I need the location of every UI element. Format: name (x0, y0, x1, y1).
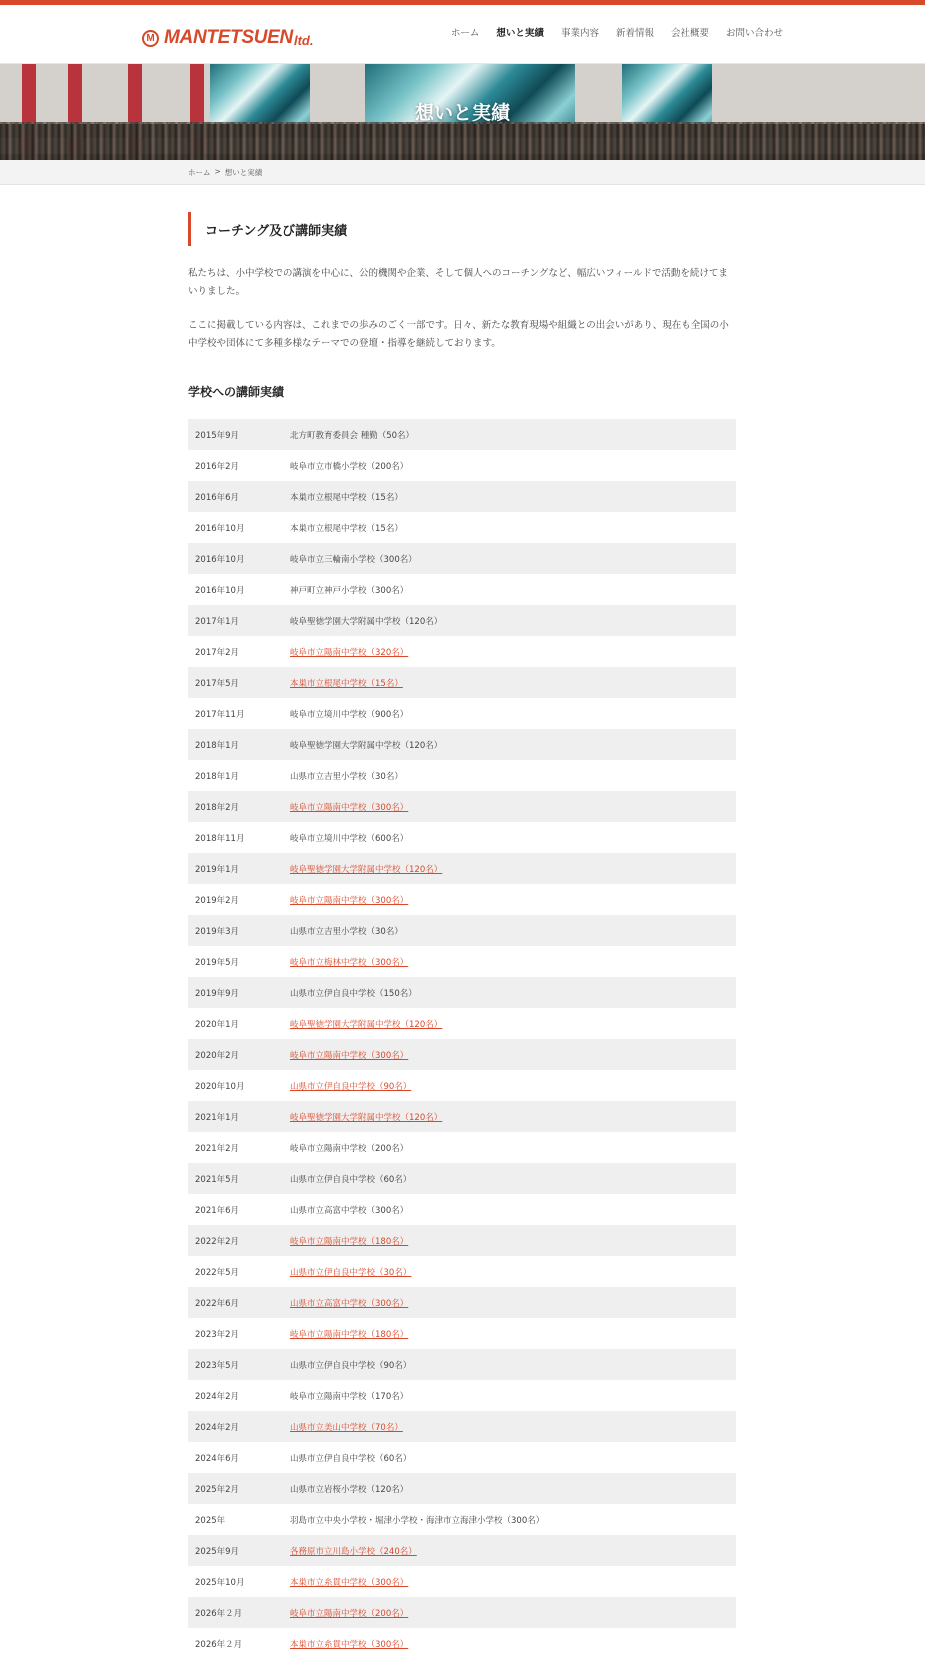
record-school: 神戸町立神戸小学校（300名） (290, 585, 409, 596)
record-date: 2019年1月 (195, 864, 240, 875)
table-row (188, 1318, 736, 1349)
record-date: 2025年2月 (195, 1484, 240, 1495)
record-school: 岐阜市立陽南中学校（170名） (290, 1391, 409, 1402)
record-date: 2024年2月 (195, 1422, 240, 1433)
record-date: 2016年10月 (195, 523, 245, 534)
record-date: 2023年2月 (195, 1329, 240, 1340)
record-date: 2018年11月 (195, 833, 245, 844)
record-school-link[interactable]: 山県市立伊自良中学校（30名） (290, 1267, 412, 1278)
breadcrumb-home[interactable]: ホーム (188, 168, 211, 177)
table-row (188, 636, 736, 667)
table-row (188, 760, 736, 791)
record-school: 山県市立伊自良中学校（90名） (290, 1360, 412, 1371)
table-row (188, 1008, 736, 1039)
record-school-link[interactable]: 岐阜聖徳学園大学附属中学校（120名） (290, 1112, 443, 1123)
table-row (188, 729, 736, 760)
record-date: 2026年２月 (195, 1639, 243, 1650)
record-school: 山県市立吉里小学校（30名） (290, 771, 403, 782)
record-school: 山県市立岩桜小学校（120名） (290, 1484, 409, 1495)
table-row (188, 977, 736, 1008)
school-records-table (188, 419, 736, 1659)
record-school-link[interactable]: 岐阜市立陽南中学校（180名） (290, 1236, 409, 1247)
record-date: 2018年1月 (195, 771, 240, 782)
record-school-link[interactable]: 山県市立美山中学校（70名） (290, 1422, 403, 1433)
record-date: 2020年2月 (195, 1050, 240, 1061)
table-row (188, 1473, 736, 1504)
table-row (188, 1566, 736, 1597)
record-date: 2026年２月 (195, 1608, 243, 1619)
record-school: 山県市立吉里小学校（30名） (290, 926, 403, 937)
table-row (188, 605, 736, 636)
record-school: 本巣市立根尾中学校（15名） (290, 523, 403, 534)
table-row (188, 1256, 736, 1287)
record-date: 2015年9月 (195, 430, 240, 441)
site-header (0, 5, 925, 64)
record-school: 岐阜聖徳学園大学附属中学校（120名） (290, 616, 443, 627)
record-school-link[interactable]: 岐阜聖徳学園大学附属中学校（120名） (290, 1019, 443, 1030)
record-date: 2017年5月 (195, 678, 240, 689)
record-school-link[interactable]: 山県市立伊自良中学校（90名） (290, 1081, 412, 1092)
record-date: 2016年6月 (195, 492, 240, 503)
record-school: 山県市立伊自良中学校（60名） (290, 1174, 412, 1185)
table-row (188, 1504, 736, 1535)
table-row (188, 1628, 736, 1659)
table-row (188, 1163, 736, 1194)
record-school: 山県市立伊自良中学校（150名） (290, 988, 417, 999)
record-date: 2024年6月 (195, 1453, 240, 1464)
table-row (188, 1039, 736, 1070)
nav-item-home[interactable]: ホーム (450, 28, 480, 39)
record-date: 2021年6月 (195, 1205, 240, 1216)
record-date: 2018年1月 (195, 740, 240, 751)
record-school-link[interactable]: 山県市立高富中学校（300名） (290, 1298, 409, 1309)
record-date: 2025年10月 (195, 1577, 245, 1588)
table-row (188, 1597, 736, 1628)
record-school-link[interactable]: 本巣市立根尾中学校（15名） (290, 678, 403, 689)
breadcrumb-separator: > (214, 167, 221, 176)
record-date: 2016年10月 (195, 554, 245, 565)
record-date: 2022年5月 (195, 1267, 240, 1278)
school-results-heading: 学校への講師実績 (188, 385, 285, 399)
table-row (188, 1442, 736, 1473)
table-row (188, 512, 736, 543)
breadcrumb (188, 167, 262, 178)
breadcrumb-current: 想いと実績 (224, 168, 263, 177)
record-school-link[interactable]: 本巣市立糸貫中学校（300名） (290, 1639, 409, 1650)
record-date: 2025年 (195, 1515, 226, 1526)
record-date: 2019年3月 (195, 926, 240, 937)
hero-banner (0, 64, 925, 160)
site-logo[interactable] (142, 25, 313, 51)
table-row (188, 1349, 736, 1380)
table-row (188, 543, 736, 574)
record-date: 2020年10月 (195, 1081, 245, 1092)
table-row (188, 667, 736, 698)
logo-name: MANTETSUEN (164, 27, 293, 48)
logo-mark-icon: M (142, 30, 159, 47)
record-school: 山県市立高富中学校（300名） (290, 1205, 409, 1216)
table-row (188, 1287, 736, 1318)
record-date: 2019年2月 (195, 895, 240, 906)
record-date: 2017年1月 (195, 616, 240, 627)
record-school: 岐阜聖徳学園大学附属中学校（120名） (290, 740, 443, 751)
table-row (188, 481, 736, 512)
record-date: 2017年2月 (195, 647, 240, 658)
record-date: 2018年2月 (195, 802, 240, 813)
record-school-link[interactable]: 岐阜市立陽南中学校（300名） (290, 802, 409, 813)
record-date: 2021年1月 (195, 1112, 240, 1123)
table-row (188, 1225, 736, 1256)
record-school: 岐阜市立境川中学校（600名） (290, 833, 409, 844)
record-date: 2019年5月 (195, 957, 240, 968)
table-row (188, 1194, 736, 1225)
record-date: 2021年5月 (195, 1174, 240, 1185)
table-row (188, 698, 736, 729)
record-date: 2024年2月 (195, 1391, 240, 1402)
table-row (188, 1380, 736, 1411)
hero-decor (0, 124, 925, 160)
record-school: 山県市立伊自良中学校（60名） (290, 1453, 412, 1464)
record-school-link[interactable]: 岐阜市立陽南中学校（200名） (290, 1608, 409, 1619)
table-row (188, 1132, 736, 1163)
record-date: 2019年9月 (195, 988, 240, 999)
table-row (188, 450, 736, 481)
table-row (188, 1070, 736, 1101)
record-school-link[interactable]: 岐阜市立陽南中学校（300名） (290, 1050, 409, 1061)
record-school-link[interactable]: 岐阜聖徳学園大学附属中学校（120名） (290, 864, 443, 875)
table-row (188, 1411, 736, 1442)
table-row (188, 946, 736, 977)
record-school: 岐阜市立三輪南小学校（300名） (290, 554, 417, 565)
table-row (188, 574, 736, 605)
main-nav (434, 27, 783, 41)
record-school: 本巣市立根尾中学校（15名） (290, 492, 403, 503)
table-row (188, 915, 736, 946)
table-row (188, 822, 736, 853)
breadcrumb-bar (0, 160, 925, 185)
section-heading: コーチング及び講師実績 (188, 212, 736, 246)
record-school: 羽島市立中央小学校・堀津小学校・海津市立海津小学校（300名） (290, 1515, 545, 1526)
table-row (188, 791, 736, 822)
record-date: 2016年2月 (195, 461, 240, 472)
record-date: 2022年6月 (195, 1298, 240, 1309)
record-school-link[interactable]: 岐阜市立陽南中学校（320名） (290, 647, 409, 658)
table-row (188, 419, 736, 450)
table-row (188, 853, 736, 884)
intro-paragraph-2: ここに掲載している内容は、これまでの歩みのごく一部です。日々、新たな教育現場や組織との出会いがあり、現在も全国の小中学校や団体にて多種多様なテーマでの登壇・指導を継続しております。 (188, 320, 729, 349)
nav-item-services[interactable]: 事業内容 (560, 28, 599, 39)
table-row (188, 1101, 736, 1132)
logo-suffix: ltd. (293, 32, 314, 48)
record-school-link[interactable]: 岐阜市立陽南中学校（300名） (290, 895, 409, 906)
record-school: 北方町教育委員会 種勤（50名） (290, 430, 415, 441)
record-school-link[interactable]: 岐阜市立陽南中学校（180名） (290, 1329, 409, 1340)
record-date: 2023年5月 (195, 1360, 240, 1371)
record-school: 岐阜市立境川中学校（900名） (290, 709, 409, 720)
nav-item-news[interactable]: 新着情報 (615, 28, 654, 39)
intro-paragraph-1: 私たちは、小中学校での講演を中心に、公的機関や企業、そして個人へのコーチングなど、幅広いフィールドで活動を続けてまいりました。 (188, 268, 728, 297)
record-school-link[interactable]: 岐阜市立梅林中学校（300名） (290, 957, 409, 968)
record-school-link[interactable]: 各務原市立川島小学校（240名） (290, 1546, 417, 1557)
table-row (188, 884, 736, 915)
nav-item-philosophy-results[interactable]: 想いと実績 (496, 28, 544, 39)
page-title: 想いと実績 (414, 102, 510, 124)
record-date: 2016年10月 (195, 585, 245, 596)
nav-item-contact[interactable]: お問い合わせ (725, 28, 783, 39)
record-date: 2021年2月 (195, 1143, 240, 1154)
record-date: 2020年1月 (195, 1019, 240, 1030)
table-row (188, 1535, 736, 1566)
record-school-link[interactable]: 本巣市立糸貫中学校（300名） (290, 1577, 409, 1588)
nav-item-company[interactable]: 会社概要 (670, 28, 709, 39)
record-date: 2025年9月 (195, 1546, 240, 1557)
record-school: 岐阜市立市橋小学校（200名） (290, 461, 409, 472)
record-date: 2022年2月 (195, 1236, 240, 1247)
record-school: 岐阜市立陽南中学校（200名） (290, 1143, 409, 1154)
record-date: 2017年11月 (195, 709, 245, 720)
